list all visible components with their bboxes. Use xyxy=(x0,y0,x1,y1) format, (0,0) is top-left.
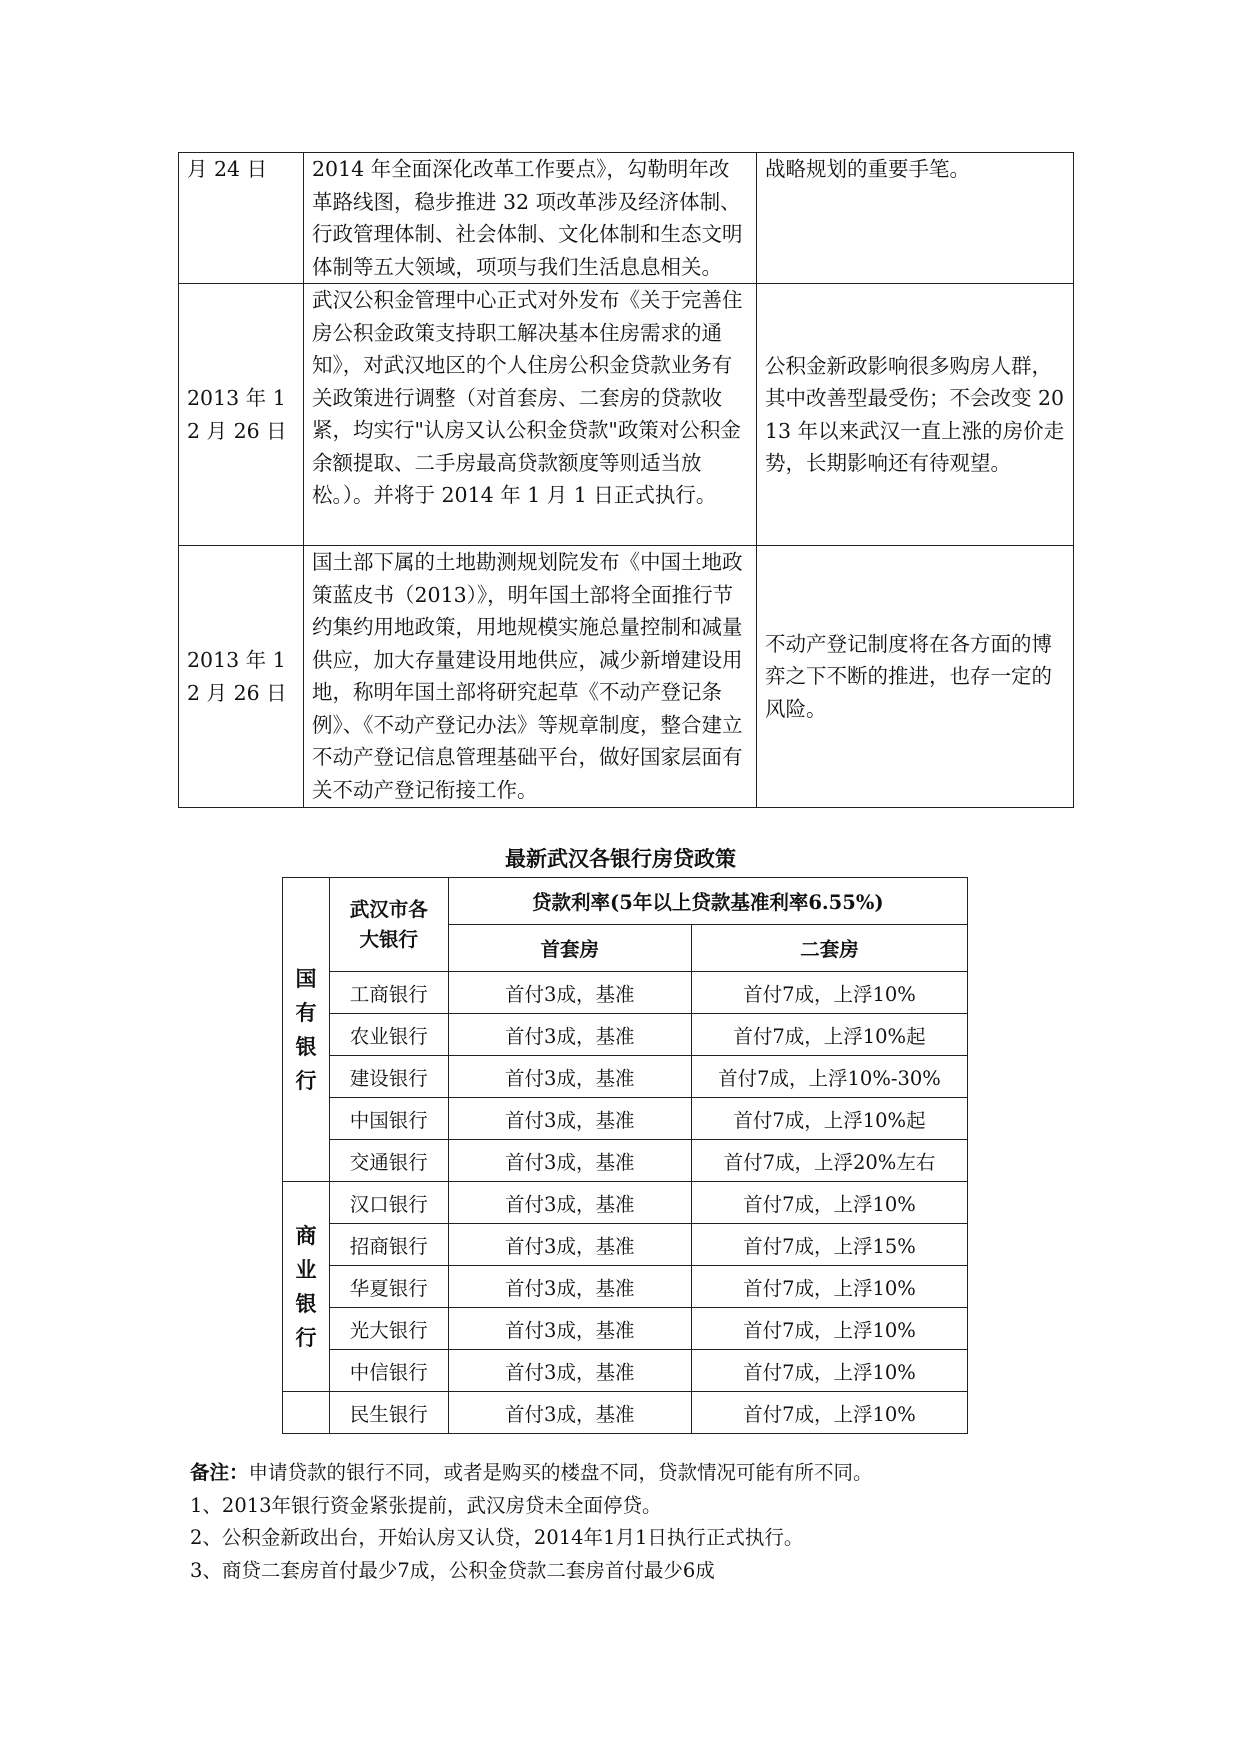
bank-name: 招商银行 xyxy=(330,1224,449,1266)
header-second-home: 二套房 xyxy=(691,925,967,972)
policy-events-table xyxy=(178,152,1074,808)
second-home-policy: 首付7成，上浮10%-30% xyxy=(691,1056,967,1098)
first-home-policy: 首付3成，基准 xyxy=(448,1098,691,1140)
table-header-row xyxy=(283,878,968,925)
first-home-policy: 首付3成，基准 xyxy=(448,1014,691,1056)
header-bank-text: 武汉市各大银行 xyxy=(349,897,428,951)
notes-remark: 申请贷款的银行不同，或者是购买的楼盘不同，贷款情况可能有所不同。 xyxy=(248,1461,873,1484)
table-row xyxy=(283,1392,968,1434)
first-home-policy: 首付3成，基准 xyxy=(448,1056,691,1098)
event-description: 国土部下属的土地勘测规划院发布《中国土地政策蓝皮书（2013）》，明年国土部将全面推行节约集约用地政策，用地规模实施总量控制和减量供应，加大存量建设用地供应，减少新增建设用地，称明年国土部将研究起草《不动产登记条例》、《不动产登记办法》等规章制度，整合建立不动产登记信息管理基础平台，做好国家层面有关不动产登记衔接工作。 xyxy=(304,546,757,808)
group-label-text: 商业银行 xyxy=(295,1222,317,1350)
bank-loan-policy-table xyxy=(282,877,968,1434)
header-rate: 贷款利率(5年以上贷款基准利率6.55%) xyxy=(448,878,967,925)
table-row xyxy=(179,546,1074,808)
table-row xyxy=(283,1056,968,1098)
bank-table-title: 最新武汉各银行房贷政策 xyxy=(505,846,736,871)
table-row xyxy=(283,1266,968,1308)
header-first-home: 首套房 xyxy=(448,925,691,972)
bank-name: 民生银行 xyxy=(330,1392,449,1434)
first-home-policy: 首付3成，基准 xyxy=(448,1392,691,1434)
table-row xyxy=(283,972,968,1014)
bank-name: 农业银行 xyxy=(330,1014,449,1056)
second-home-policy: 首付7成，上浮10% xyxy=(691,972,967,1014)
bank-name: 建设银行 xyxy=(330,1056,449,1098)
group-spacer xyxy=(283,1392,330,1434)
table-row xyxy=(283,1308,968,1350)
bank-name: 中国银行 xyxy=(330,1098,449,1140)
event-description: 2014 年全面深化改革工作要点》，勾勒明年改革路线图，稳步推进 32 项改革涉及经济体制、行政管理体制、社会体制、文化体制和生态文明体制等五大领域，项项与我们生活息息相关。 xyxy=(304,153,757,284)
event-date: 2013 年 12 月 26 日 xyxy=(179,284,304,546)
table-row xyxy=(283,1350,968,1392)
bank-name: 中信银行 xyxy=(330,1350,449,1392)
header-bank xyxy=(330,878,449,972)
table-row xyxy=(283,1224,968,1266)
bank-name: 光大银行 xyxy=(330,1308,449,1350)
second-home-policy: 首付7成，上浮10% xyxy=(691,1182,967,1224)
note-item: 3、商贷二套房首付最少7成，公积金贷款二套房首付最少6成 xyxy=(190,1558,715,1582)
group-label-text: 国有银行 xyxy=(295,965,317,1093)
second-home-policy: 首付7成，上浮10%起 xyxy=(691,1098,967,1140)
bank-name: 汉口银行 xyxy=(330,1182,449,1224)
first-home-policy: 首付3成，基准 xyxy=(448,1350,691,1392)
event-impact: 不动产登记制度将在各方面的博弈之下不断的推进，也存一定的风险。 xyxy=(757,546,1074,808)
table-row xyxy=(283,1140,968,1182)
first-home-policy: 首付3成，基准 xyxy=(448,1308,691,1350)
notes-section xyxy=(190,1457,1090,1587)
notes-label: 备注： xyxy=(190,1461,249,1484)
second-home-policy: 首付7成，上浮10% xyxy=(691,1392,967,1434)
first-home-policy: 首付3成，基准 xyxy=(448,1224,691,1266)
table-row xyxy=(179,153,1074,284)
table-row xyxy=(283,1098,968,1140)
first-home-policy: 首付3成，基准 xyxy=(448,1182,691,1224)
note-item: 1、2013年银行资金紧张提前，武汉房贷未全面停贷。 xyxy=(190,1493,662,1517)
second-home-policy: 首付7成，上浮10% xyxy=(691,1308,967,1350)
first-home-policy: 首付3成，基准 xyxy=(448,1266,691,1308)
bank-name: 交通银行 xyxy=(330,1140,449,1182)
bank-name: 华夏银行 xyxy=(330,1266,449,1308)
table-row xyxy=(283,1182,968,1224)
event-impact: 战略规划的重要手笔。 xyxy=(757,153,1074,284)
table-row xyxy=(179,284,1074,546)
event-date: 2013 年 12 月 26 日 xyxy=(179,546,304,808)
second-home-policy: 首付7成，上浮10% xyxy=(691,1266,967,1308)
group-label-commercial-banks xyxy=(283,1182,330,1392)
table-row xyxy=(283,1014,968,1056)
first-home-policy: 首付3成，基准 xyxy=(448,1140,691,1182)
event-date: 月 24 日 xyxy=(179,153,304,284)
event-impact: 公积金新政影响很多购房人群，其中改善型最受伤；不会改变 2013 年以来武汉一直上涨的房价走势，长期影响还有待观望。 xyxy=(757,284,1074,546)
note-item: 2、公积金新政出台，开始认房又认贷，2014年1月1日执行正式执行。 xyxy=(190,1526,804,1549)
event-description: 武汉公积金管理中心正式对外发布《关于完善住房公积金政策支持职工解决基本住房需求的通知》，对武汉地区的个人住房公积金贷款业务有关政策进行调整（对首套房、二套房的贷款收紧，均实行"认房又认公积金贷款"政策对公积金余额提取、二手房最高贷款额度等则适当放松。）。并将于 2014 年 1 月 1 日正式执行。 xyxy=(304,284,757,546)
bank-name: 工商银行 xyxy=(330,972,449,1014)
second-home-policy: 首付7成，上浮10%起 xyxy=(691,1014,967,1056)
second-home-policy: 首付7成，上浮20%左右 xyxy=(691,1140,967,1182)
notes-remark-line xyxy=(190,1457,1090,1490)
second-home-policy: 首付7成，上浮15% xyxy=(691,1224,967,1266)
first-home-policy: 首付3成，基准 xyxy=(448,972,691,1014)
second-home-policy: 首付7成，上浮10% xyxy=(691,1350,967,1392)
group-label-state-banks xyxy=(283,878,330,1182)
